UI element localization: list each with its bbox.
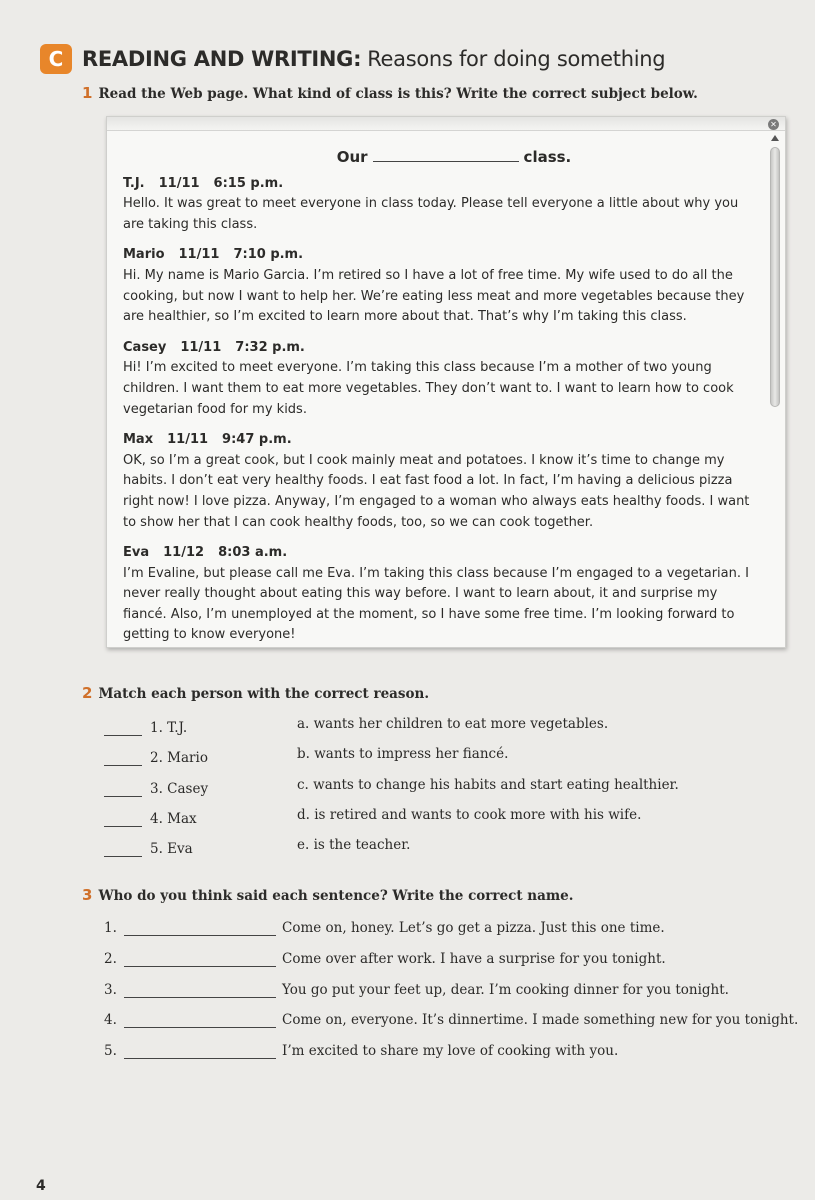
match-row: [104, 837, 784, 857]
name-blank[interactable]: [124, 1045, 276, 1059]
exercise-3-text: Who do you think said each sentence? Write the correct name.: [98, 888, 574, 904]
answer-blank[interactable]: [104, 813, 142, 827]
post-time: 9:47 p.m.: [222, 432, 292, 448]
match-person: [104, 746, 297, 766]
person-label: 3. Casey: [150, 780, 209, 797]
post-name: Eva: [123, 545, 150, 561]
post-body: Hi. My name is Mario Garcia. I’m retired so I have a lot of free time. My wife used to do all the cooking, but now I want to help her. We’re eating less meat and more vegetables because they are healthier, so I’m excited to learn more about that. That’s why I’m taking this class.: [123, 267, 745, 325]
exercise-2-text: Match each person with the correct reason.: [98, 686, 430, 702]
person-label: 1. T.J.: [150, 720, 188, 736]
scrollbar[interactable]: [769, 135, 781, 641]
scroll-thumb[interactable]: [770, 147, 780, 407]
match-person: [104, 716, 297, 736]
exercise-1-text: Read the Web page. What kind of class is this? Write the correct subject below.: [98, 86, 698, 102]
post-header: [123, 430, 755, 451]
name-blank[interactable]: [124, 953, 276, 967]
reason-label: a. wants her children to eat more vegetables.: [297, 716, 609, 732]
post-header: [123, 338, 755, 359]
post-header: [123, 543, 755, 564]
exercise-3-instruction: [82, 886, 573, 904]
match-person: [104, 807, 297, 827]
sentence-text: I’m excited to share my love of cooking with you.: [282, 1043, 619, 1060]
post-name: Mario: [123, 247, 165, 263]
sentence-text: Come on, everyone. It’s dinnertime. I made something new for you tonight.: [282, 1012, 799, 1029]
match-row: [104, 716, 784, 736]
web-page-window: [106, 116, 786, 648]
sentence-row: [104, 982, 804, 998]
post-date: 11/11: [178, 247, 220, 263]
sentence-text: Come on, honey. Let’s go get a pizza. Just this one time.: [282, 920, 665, 936]
match-row: [104, 746, 784, 766]
reason-label: c. wants to change his habits and start eating healthier.: [297, 776, 679, 793]
page-heading: [153, 147, 755, 168]
answer-blank[interactable]: [104, 722, 142, 736]
sentence-text: Come over after work. I have a surprise for you tonight.: [282, 950, 666, 967]
heading-after: class.: [523, 148, 572, 166]
section-title-rest: Reasons for doing something: [367, 47, 666, 71]
section-badge: C: [40, 44, 72, 74]
post-date: 11/11: [158, 175, 200, 191]
sentence-row: [104, 1012, 804, 1028]
match-row: [104, 777, 784, 797]
close-icon[interactable]: ✕: [768, 119, 779, 130]
post-date: 11/11: [180, 339, 222, 355]
name-blank[interactable]: [124, 922, 276, 936]
sentence-row: [104, 1043, 804, 1059]
scroll-up-icon[interactable]: [771, 135, 779, 141]
name-blank[interactable]: [124, 1014, 276, 1028]
exercise-3-number: 3: [82, 886, 93, 904]
post: [123, 543, 755, 646]
post-date: 11/12: [163, 545, 205, 561]
person-label: 2. Mario: [150, 750, 208, 767]
section-header: [40, 44, 665, 74]
post: [123, 338, 755, 420]
sentence-number: 4.: [104, 1012, 117, 1029]
post-body: Hello. It was great to meet everyone in class today. Please tell everyone a little about why you are taking this class.: [123, 196, 739, 232]
subject-blank[interactable]: [373, 161, 519, 162]
person-label: 4. Max: [150, 810, 197, 827]
match-person: [104, 777, 297, 797]
post-time: 7:32 p.m.: [235, 339, 305, 355]
post: [123, 245, 755, 327]
person-label: 5. Eva: [150, 841, 193, 858]
post: [123, 430, 755, 533]
answer-blank[interactable]: [104, 752, 142, 766]
post-name: T.J.: [123, 175, 145, 191]
heading-before: Our: [336, 148, 368, 166]
section-title-bold: READING AND WRITING:: [82, 47, 362, 71]
post-time: 6:15 p.m.: [213, 175, 284, 191]
post-body: Hi! I’m excited to meet everyone. I’m taking this class because I’m a mother of two young children. I want them to eat more vegetables. They don’t want to. I want to learn how to cook vegetarian food for my kids.: [123, 360, 734, 417]
name-blank[interactable]: [124, 984, 276, 998]
post-body: OK, so I’m a great cook, but I cook mainly meat and potatoes. I know it’s time to change my habits. I don’t eat very healthy foods. I eat fast food a lot. In fact, I’m having a delicious pizza right now! I love pizza. Anyway, I’m engaged to a woman who always eats healthy foods. I want to show her that I can cook healthy foods, too, so we can cook together.: [123, 452, 750, 530]
sentence-row: [104, 951, 804, 967]
reason-label: b. wants to impress her fiancé.: [297, 746, 509, 763]
post-header: [123, 174, 755, 195]
window-topbar: [107, 117, 785, 131]
post-time: 7:10 p.m.: [233, 247, 304, 263]
reason-label: e. is the teacher.: [297, 837, 411, 854]
post-header: [123, 245, 755, 266]
posts-list: [123, 174, 755, 646]
post-date: 11/11: [167, 432, 209, 448]
sentence-number: 3.: [104, 981, 117, 998]
sentence-number: 2.: [104, 950, 117, 967]
web-page-content: [123, 147, 755, 656]
post-name: Casey: [123, 339, 167, 355]
match-person: [104, 837, 297, 857]
exercise-1-number: 1: [82, 84, 93, 102]
answer-blank[interactable]: [104, 783, 142, 797]
page-number: 4: [36, 1178, 46, 1194]
post: [123, 174, 755, 236]
post-name: Max: [123, 432, 154, 448]
sentence-number: 5.: [104, 1043, 117, 1060]
post-time: 8:03 a.m.: [218, 545, 288, 561]
exercise-2-instruction: [82, 684, 429, 702]
sentence-text: You go put your feet up, dear. I’m cooking dinner for you tonight.: [282, 981, 729, 998]
exercise-2-number: 2: [82, 684, 93, 702]
sentence-number: 1.: [104, 920, 117, 936]
answer-blank[interactable]: [104, 843, 142, 857]
reason-label: d. is retired and wants to cook more with his wife.: [297, 806, 642, 823]
match-row: [104, 807, 784, 827]
exercise-1-instruction: [82, 84, 698, 102]
sentence-row: [104, 920, 804, 936]
post-body: I’m Evaline, but please call me Eva. I’m taking this class because I’m engaged to a vegetarian. I never really thought about eating this way before. I want to learn about, it and surprise my fiancé. Also, I’m unemployed at the moment, so I have some free time. I’m looking forward to getting to know everyone!: [123, 565, 749, 643]
